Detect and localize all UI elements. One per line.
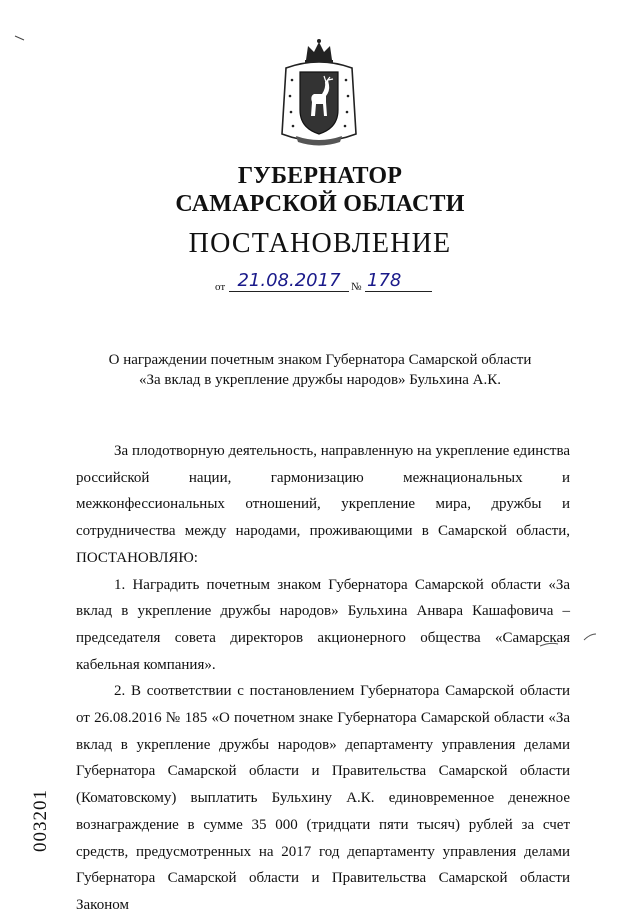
body-paragraph-2: 2. В соответствии с постановлением Губернатора Самарской области от 26.08.2016 № 185 «О почетном знаке Губернатора Самарской области «За вклад в укрепление дружбы народов» департаменту управления делами Губернатора Самарской области и Правительства Самарской области (Коматовскому) выплатить Бульхину А.К. единовременное денежное вознаграждение в сумме 35 000 (тридцати пяти тысяч) рублей за счет средств, предусмотренных на 2017 год департаменту управления делами Губернатора Самарской области и Правительства Самарской области Законом (76, 683, 570, 913)
number-label: № (351, 281, 362, 293)
issuer-title-line2: САМАРСКОЙ ОБЛАСТИ (175, 191, 465, 217)
date-number-line (215, 272, 430, 296)
date-label: от (215, 281, 226, 293)
body-paragraph-1: 1. Наградить почетным знаком Губернатора Самарской области «За вклад в укрепление дружбы народов» Бульхина Анвара Кашафовича – председателя совета директоров акционерного общества «Самарская кабельная компания». (76, 576, 570, 673)
registration-number-vertical (26, 790, 56, 852)
issuer-title-line1: ГУБЕРНАТОР (237, 163, 403, 189)
body-paragraph-intro: За плодотворную деятельность, направленную на укрепление единства российской нации, гармонизацию межнациональных и межконфессиональных отношений, укрепление мира, дружбы и сотрудничества между народами, проживающими в Самарской области, ПОСТАНОВЛЯЮ: (76, 443, 570, 566)
handwritten-date: 21.08.2017 (229, 270, 349, 292)
subject-line1: О награждении почетным знаком Губернатора Самарской области (108, 352, 532, 368)
document-body (76, 438, 570, 919)
subject-line2: «За вклад в укрепление дружбы народов» Бульхина А.К. (138, 372, 501, 388)
document-type: ПОСТАНОВЛЕНИЕ (188, 228, 452, 259)
handwritten-number: 178 (365, 270, 432, 292)
scan-tick-mark (14, 34, 26, 42)
document-subject (0, 350, 640, 390)
coat-of-arms-icon (278, 38, 360, 150)
registration-number: 003201 (30, 789, 51, 852)
pen-stroke-mark (538, 632, 598, 652)
